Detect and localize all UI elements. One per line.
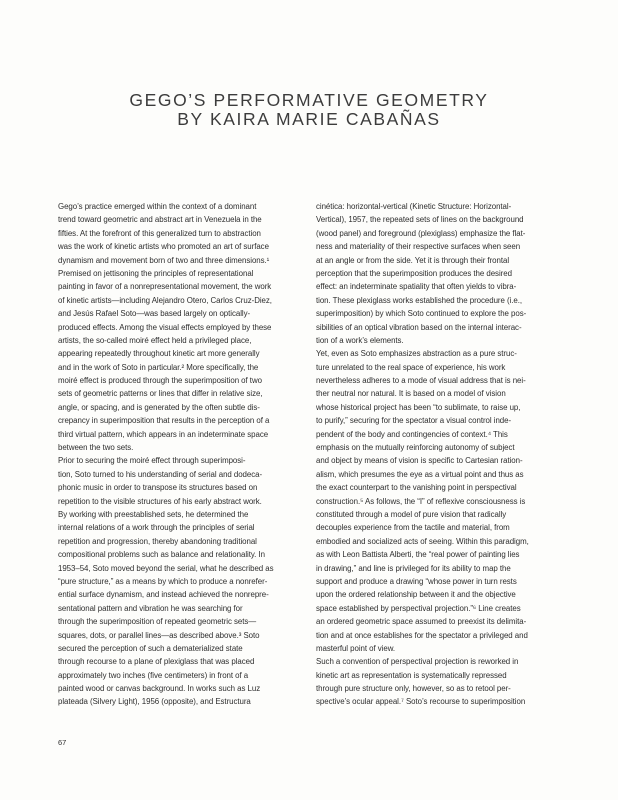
text-line: repetition and progression, thereby abandoning traditional <box>58 536 257 546</box>
title-line-1: GEGO’S PERFORMATIVE GEOMETRY <box>129 90 489 110</box>
text-line: as with Leon Battista Alberti, the “real power of painting lies <box>316 550 520 560</box>
text-line: in drawing,” and line is privileged for its ability to map the <box>316 563 511 573</box>
text-line: was the work of kinetic artists who promoted an art of surface <box>58 242 269 252</box>
text-line: through pure structure only, however, so as to retool per- <box>316 684 511 694</box>
text-line: appearing repeatedly throughout kinetic art more generally <box>58 349 260 359</box>
text-line: ential surface dynamism, and instead achieved the nonrepre- <box>58 590 269 600</box>
text-line: painting in favor of a nonrepresentational movement, the work <box>58 282 272 292</box>
text-line: tion and at once establishes for the spectator a privileged and <box>316 630 528 640</box>
text-line: By working with preestablished sets, he determined the <box>58 509 249 519</box>
page-number: 67 <box>58 738 67 747</box>
text-line: plateada (Silvery Light), 1956 (opposite), and Estructura <box>58 697 251 707</box>
text-line: to purify,” securing for the spectator a visual control inde- <box>316 416 512 426</box>
text-line: spective’s ocular appeal.⁷ Soto’s recourse to superimposition <box>316 697 526 707</box>
text-line: at an angle or from the side. Yet it is through their frontal <box>316 255 510 265</box>
text-line: emphasis on the mutually reinforcing autonomy of subject <box>316 443 515 453</box>
text-line: “pure structure,” as a means by which to produce a nonrefer- <box>58 576 268 586</box>
text-line: whose historical project has been “to sublimate, to raise up, <box>316 402 521 412</box>
text-line: ther neutral nor natural. It is based on a model of vision <box>316 389 506 399</box>
text-line: of kinetic artists—including Alejandro Otero, Carlos Cruz-Diez, <box>58 295 272 305</box>
text-line: fifties. At the forefront of this generalized turn to abstraction <box>58 228 261 238</box>
text-line: moiré effect is produced through the superimposition of two <box>58 376 262 386</box>
text-line: tion, Soto turned to his understanding of serial and dodeca- <box>58 469 263 479</box>
text-line: and in the work of Soto in particular.² More specifically, the <box>58 362 259 372</box>
text-line: pendent of the body and contingencies of context.⁴ This <box>316 429 508 439</box>
byline: BY KAIRA MARIE CABAÑAS <box>177 109 441 129</box>
text-line: and object by means of vision is specific to Cartesian ration- <box>316 456 523 466</box>
text-line: dynamism and movement born of two and three dimensions.¹ <box>58 255 270 265</box>
text-line: phonic music in order to transpose its structures based on <box>58 483 258 493</box>
text-line: support and produce a drawing “whose power in turn rests <box>316 576 517 586</box>
text-line: (wood panel) and foreground (plexiglass) emphasize the flat- <box>316 228 526 238</box>
text-line: superimposition) by which Soto continued to explore the pos- <box>316 309 527 319</box>
text-line: sibilities of an optical vibration based on the internal interac- <box>316 322 522 332</box>
text-line: decouples experience from the tactile and material, from <box>316 523 510 533</box>
text-line: between the two sets. <box>58 443 134 453</box>
text-line: ness and materiality of their respective surfaces when seen <box>316 242 521 252</box>
text-line: squares, dots, or parallel lines—as described above.³ Soto <box>58 630 260 640</box>
text-line: space established by perspectival projection.”⁶ Line creates <box>316 603 521 613</box>
text-line: Yet, even as Soto emphasizes abstraction as a pure struc- <box>316 349 517 359</box>
text-line: Gego’s practice emerged within the context of a dominant <box>58 202 257 211</box>
essay-title <box>0 91 618 129</box>
text-line: tion. These plexiglass works established the procedure (i.e., <box>316 295 523 305</box>
text-line: ture unrelated to the real space of experience, his work <box>316 362 506 372</box>
text-line: through the superimposition of repeated geometric sets— <box>58 617 257 627</box>
text-line: repetition to the visible structures of his early abstract work. <box>58 496 262 506</box>
text-line: Such a convention of perspectival projection is reworked in <box>316 657 519 667</box>
text-line: secured the perception of such a dematerialized state <box>58 643 243 653</box>
text-line: tion of a work’s elements. <box>316 335 404 345</box>
text-line: angle, or spacing, and is generated by the often subtle dis- <box>58 402 260 412</box>
text-line: internal relations of a work through the principles of serial <box>58 523 255 533</box>
text-line: produced effects. Among the visual effects employed by these <box>58 322 272 332</box>
text-line: Vertical), 1957, the repeated sets of lines on the background <box>316 215 524 225</box>
text-line: crepancy in superimposition that results in the perception of a <box>58 416 270 426</box>
text-line: effect: an indeterminate spatiality that often yields to vibra- <box>316 282 517 292</box>
text-line: third virtual pattern, which appears in an indeterminate space <box>58 429 269 439</box>
text-line: constituted through a model of pure vision that radically <box>316 509 507 519</box>
text-line: Prior to securing the moiré effect through superimposi- <box>58 456 246 466</box>
text-line: cinética: horizontal-vertical (Kinetic Structure: Horizontal- <box>316 202 512 211</box>
left-text-column <box>58 200 314 709</box>
text-line: painted wood or canvas background. In works such as Luz <box>58 684 261 694</box>
text-line: and Jesús Rafael Soto—was based largely on optically- <box>58 309 251 319</box>
text-line: through recourse to a plane of plexiglass that was placed <box>58 657 255 667</box>
text-line: compositional problems such as balance and relationality. In <box>58 550 265 560</box>
text-line: perception that the superimposition produces the desired <box>316 268 512 278</box>
text-line: masterful point of view. <box>316 643 396 653</box>
text-line: trend toward geometric and abstract art in Venezuela in the <box>58 215 262 225</box>
text-line: nevertheless adheres to a mode of visual address that is nei- <box>316 376 526 386</box>
text-line: kinetic art as representation is systematically repressed <box>316 670 507 680</box>
right-text-column <box>316 200 580 709</box>
text-line: artists, the so-called moiré effect held a privileged place, <box>58 335 252 345</box>
text-line: sets of geometric patterns or lines that differ in relative size, <box>58 389 263 399</box>
text-line: 1953–54, Soto moved beyond the serial, what he described as <box>58 563 274 573</box>
text-line: alism, which presumes the eye as a virtual point and thus as <box>316 469 524 479</box>
text-line: construction.⁵ As follows, the “I” of reflexive consciousness is <box>316 496 526 506</box>
text-line: an ordered geometric space assumed to preexist its delimita- <box>316 617 527 627</box>
text-line: sentational pattern and vibration he was searching for <box>58 603 243 613</box>
text-line: the exact counterpart to the vanishing point in perspectival <box>316 483 517 493</box>
text-line: upon the ordered relationship between it and the objective <box>316 590 516 600</box>
text-line: embodied and socialized acts of seeing. Within this paradigm, <box>316 536 529 546</box>
text-line: approximately two inches (five centimeters) in front of a <box>58 670 249 680</box>
text-line: Premised on jettisoning the principles of representational <box>58 268 254 278</box>
